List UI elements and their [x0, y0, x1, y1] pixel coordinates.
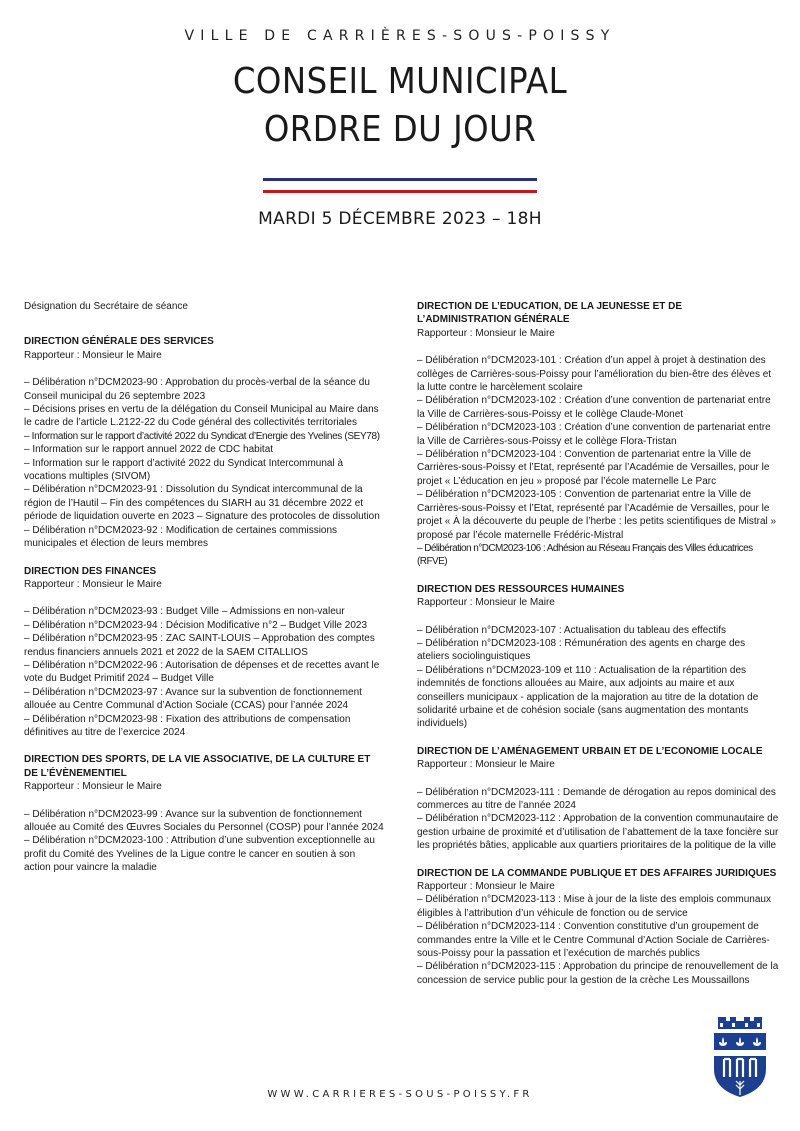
agenda-item: – Délibération n°DCM2023-90 : Approbation du procès-verbal de la séance du Conseil municipal du 26 septembre 2023 — [24, 377, 370, 402]
rapporteur: Rapporteur : Monsieur le Maire — [24, 781, 162, 793]
agenda-item: – Délibération n°DCM2023-104 : Convention de partenariat entre la Ville de Carrières-sous-Poissy et l’Etat, représenté par l’Académie de Versailles, pour le projet « L’éducation en jeu » proposé par l’école maternelle Le Parc — [417, 449, 770, 487]
flag-stripe-blue — [263, 178, 537, 181]
section-commande-publique — [417, 867, 779, 988]
agenda-item: – Délibération n°DCM2023-114 : Convention constitutive d’un groupement de commandes entre la Ville et le Centre Communal d’Action Sociale de Carrières-sous-Poissy pour la passation et l’exécution de marchés publics — [417, 921, 770, 960]
agenda-item: – Délibération n°DCM2023-95 : ZAC SAINT-LOUIS – Approbation des comptes rendus financiers annuels 2021 et 2022 de la SAEM CITALLIOS — [24, 633, 375, 658]
section-heading: DIRECTION DE L’AMÉNAGEMENT URBAIN ET DE L’ECONOMIE LOCALE — [417, 745, 763, 757]
agenda-item: – Délibération n°DCM2023-98 : Fixation des attributions de compensation définitives au titre de l’exercice 2024 — [24, 713, 351, 738]
section-heading: DIRECTION DES FINANCES — [24, 565, 157, 577]
flag-stripe-red — [263, 190, 537, 193]
agenda-item: – Délibération n°DCM2023-107 : Actualisation du tableau des effectifs — [417, 624, 727, 636]
title-line-2: ORDRE DU JOUR — [263, 109, 537, 150]
right-column — [417, 300, 779, 1001]
agenda-item: – Délibération n°DCM2023-106 : Adhésion au Réseau Français des Villes éducatrices (RFVE) — [417, 542, 753, 568]
agenda-item: – Délibération n°DCM2023-91 : Dissolution du Syndicat intercommunal de la région de l’Hautil – Fin des compétences du SIARH au 31 décembre 2022 et période de liquidation ouverte en 2023 – Signature des protocoles de dissolution — [24, 484, 380, 523]
agenda-item: – Délibération n°DCM2023-105 : Convention de partenariat entre la Ville de Carrières-sous-Poissy et l’Etat, représenté par l’Académie de Versailles, pour le projet « À la découverte du peuple de l’herbe : les petits scientifiques de Mistral » proposé par l’école maternelle Frédéric-Mistral — [417, 489, 777, 541]
section-heading: DIRECTION DES SPORTS, DE LA VIE ASSOCIATIVE, DE LA CULTURE ET DE L’ÉVÈNEMENTIEL — [24, 754, 371, 779]
agenda-item: – Délibération n°DCM2023-99 : Avance sur la subvention de fonctionnement allouée au Comité des Œuvres Sociales du Personnel (COSP) pour l’année 2024 — [24, 808, 384, 833]
rapporteur: Rapporteur : Monsieur le Maire — [24, 349, 162, 361]
agenda-item: – Délibération n°DCM2023-100 : Attribution d’une subvention exceptionnelle au profit du Comité des Yvelines de la Ligue contre le cancer en soutien à son action pour vaincre la maladie — [24, 835, 375, 874]
section-finances — [24, 565, 384, 740]
agenda-item: – Délibération n°DCM2023-97 : Avance sur la subvention de fonctionnement allouée au Centre Communal d’Action Sociale (CCAS) pour l’année 2024 — [24, 686, 362, 712]
agenda-item: – Délibération n°DCM2023-92 : Modification de certaines commissions municipales et élection de leurs membres — [24, 524, 338, 550]
section-direction-generale — [24, 335, 384, 550]
town-name: VILLE DE CARRIÈRES-SOUS-POISSY — [184, 28, 616, 44]
section-amenagement-urbain — [417, 745, 779, 853]
agenda-item: – Délibération n°DCM2023-108 : Rémunération des agents en charge des ateliers sociolinguistiques — [417, 637, 746, 663]
section-heading: DIRECTION DES RESSOURCES HUMAINES — [417, 583, 625, 595]
agenda-item: – Délibération n°DCM2023-113 : Mise à jour de la liste des emplois communaux éligibles à l’attribution d’un véhicule de fonction ou de service — [417, 894, 771, 919]
section-heading: DIRECTION DE LA COMMANDE PUBLIQUE ET DES AFFAIRES JURIDIQUES — [417, 867, 777, 879]
agenda-item: – Décisions prises en vertu de la délégation du Conseil Municipal au Maire dans le cadre de l’article L.2122-22 du Code général des collectivités territoriales — [24, 404, 379, 429]
agenda-item: – Délibération n°DCM2022-96 : Autorisation de dépenses et de recettes avant le vote du Budget Primitif 2024 – Budget Ville — [24, 659, 380, 685]
meeting-date: MARDI 5 DÉCEMBRE 2023 – 18H — [258, 209, 542, 229]
agenda-item: – Délibération n°DCM2023-94 : Décision Modificative n°2 – Budget Ville 2023 — [24, 619, 368, 631]
rapporteur: Rapporteur : Monsieur le Maire — [24, 578, 162, 590]
agenda-item: – Délibération n°DCM2023-115 : Approbation du principe de renouvellement de la concession de service public pour la gestion de la crèche Les Moussaillons — [417, 961, 779, 986]
designation-line: Désignation du Secrétaire de séance — [24, 301, 188, 312]
section-education — [417, 300, 779, 569]
city-crest-icon — [712, 1015, 768, 1099]
agenda-item: – Délibération n°DCM2023-112 : Approbation de la convention communautaire de gestion urbaine de proximité et d’utilisation de l’abattement de la taxe foncière sur les propriétés bâties, applicable aux quartiers prioritaires de la politique de la ville — [417, 813, 779, 852]
section-heading: DIRECTION DE L’EDUCATION, DE LA JEUNESSE ET DE L’ADMINISTRATION GÉNÉRALE — [417, 301, 683, 326]
agenda-item: – Délibération n°DCM2023-111 : Demande de dérogation au repos dominical des commerces au titre de l’année 2024 — [417, 786, 776, 811]
agenda-item: – Délibération n°DCM2023-101 : Création d’un appel à projet à destination des collèges de Carrières-sous-Poissy pour l’amélioration du bien-être des élèves et la lutte contre le harcèlement scolaire — [417, 355, 772, 394]
rapporteur: Rapporteur : Monsieur le Maire — [417, 759, 555, 771]
agenda-item: – Information sur le rapport d’activité 2022 du Syndicat d’Energie des Yvelines (SEY78) — [24, 430, 380, 442]
title-line-1: CONSEIL MUNICIPAL — [232, 61, 568, 102]
section-ressources-humaines — [417, 583, 779, 731]
agenda-item: – Information sur le rapport annuel 2022 de CDC habitat — [24, 444, 274, 456]
page-title — [40, 58, 760, 154]
agenda-item: – Délibérations n°DCM2023-109 et 110 : Actualisation de la répartition des indemnités de fonctions allouées au Maire, aux adjoints au maire et aux conseillers municipaux - application de la majoration au titre de la dotation de solidarité urbaine et de cohésion sociale (sans augmentation des montants individuels) — [417, 664, 759, 730]
section-sports-culture — [24, 753, 384, 874]
left-column — [24, 300, 384, 889]
section-heading: DIRECTION GÉNÉRALE DES SERVICES — [24, 336, 214, 348]
agenda-item: – Délibération n°DCM2023-93 : Budget Ville – Admissions en non-valeur — [24, 606, 345, 618]
rapporteur: Rapporteur : Monsieur le Maire — [417, 881, 555, 893]
agenda-item: – Délibération n°DCM2023-102 : Création d’une convention de partenariat entre la Ville de Carrières-sous-Poissy et le collège Claude-Monet — [417, 395, 771, 420]
agenda-item: – Délibération n°DCM2023-103 : Création d’une convention de partenariat entre la Ville de Carrières-sous-Poissy et le collège Flora-Tristan — [417, 422, 771, 447]
website-url: WWW.CARRIERES-SOUS-POISSY.FR — [267, 1089, 533, 1100]
rapporteur: Rapporteur : Monsieur le Maire — [417, 597, 555, 609]
rapporteur: Rapporteur : Monsieur le Maire — [417, 327, 555, 339]
agenda-item: – Information sur le rapport d’activité 2022 du Syndicat Intercommunal à vocations multiples (SIVOM) — [24, 457, 344, 483]
